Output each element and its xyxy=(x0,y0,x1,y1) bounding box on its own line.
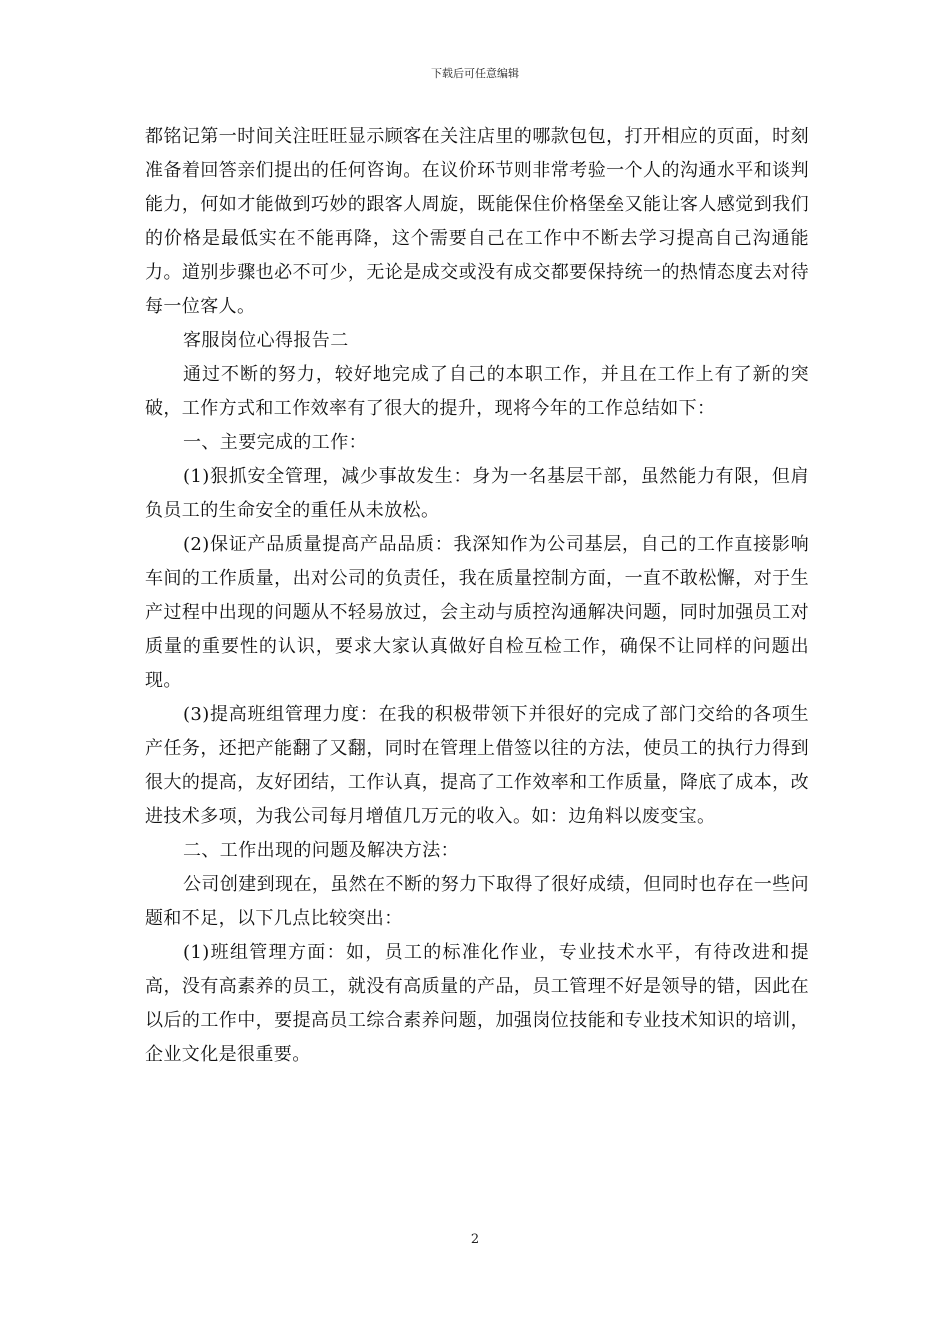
paragraph: 都铭记第一时间关注旺旺显示顾客在关注店里的哪款包包，打开相应的页面，时刻准备着回答亲们提出的任何咨询。在议价环节则非常考验一个人的沟通水平和谈判能力，何如才能做到巧妙的跟客人周旋，既能保住价格堡垒又能让客人感觉到我们的价格是最低实在不能再降，这个需要自己在工作中不断去学习提高自己沟通能力。道别步骤也必不可少，无论是成交或没有成交都要保持统一的热情态度去对待每一位客人。 xyxy=(145,126,809,317)
subsection-heading: 二、工作出现的问题及解决方法： xyxy=(183,840,459,861)
document-body xyxy=(145,120,809,1072)
list-item: (1)班组管理方面：如，员工的标准化作业，专业技术水平，有待改进和提高，没有高素养的员工，就没有高质量的产品，员工管理不好是领导的错，因此在以后的工作中，要提高员工综合素养问题，加强岗位技能和专业技术知识的培训，企业文化是很重要。 xyxy=(145,942,809,1065)
subsection-heading: 一、主要完成的工作： xyxy=(183,432,367,453)
section-heading: 客服岗位心得报告二 xyxy=(183,330,349,351)
list-item: (1)狠抓安全管理，减少事故发生：身为一名基层干部，虽然能力有限，但肩负员工的生命安全的重任从未放松。 xyxy=(145,466,809,521)
paragraph: 公司创建到现在，虽然在不断的努力下取得了很好成绩，但同时也存在一些问题和不足，以下几点比较突出： xyxy=(145,874,809,929)
paragraph: 通过不断的努力，较好地完成了自己的本职工作，并且在工作上有了新的突破，工作方式和工作效率有了很大的提升，现将今年的工作总结如下： xyxy=(145,364,809,419)
page-header: 下载后可任意编辑 xyxy=(431,67,519,80)
list-item: (2)保证产品质量提高产品品质：我深知作为公司基层，自己的工作直接影响车间的工作质量，出对公司的负责任，我在质量控制方面，一直不敢松懈，对于生产过程中出现的问题从不轻易放过，会主动与质控沟通解决问题，同时加强员工对质量的重要性的认识，要求大家认真做好自检互检工作，确保不让同样的问题出现。 xyxy=(145,534,809,691)
page-number: 2 xyxy=(470,1232,480,1247)
list-item: (3)提高班组管理力度：在我的积极带领下并很好的完成了部门交给的各项生产任务，还把产能翻了又翻，同时在管理上借签以往的方法，使员工的执行力得到很大的提高，友好团结，工作认真，提高了工作效率和工作质量，降底了成本，改进技术多项，为我公司每月增值几万元的收入。如：边角料以废变宝。 xyxy=(145,704,809,827)
